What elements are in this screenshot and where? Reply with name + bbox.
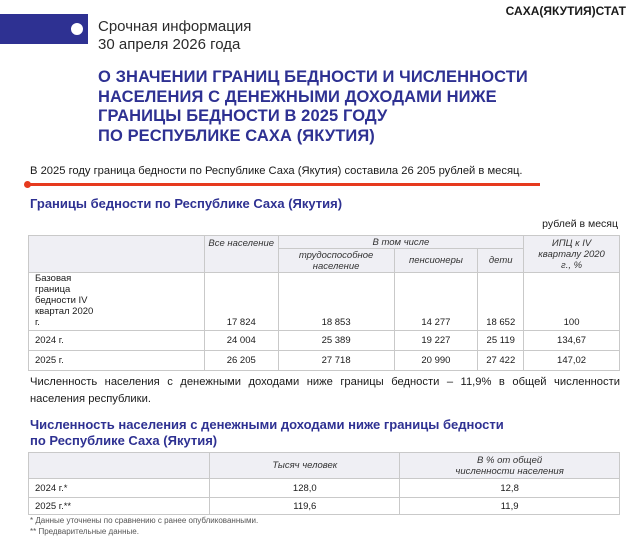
lead-text: В 2025 году граница бедности по Республике Саха (Якутия) составила 26 205 рублей в месяц.: [30, 165, 523, 177]
poverty-share-paragraph: Численность населения с денежными доходами ниже границы бедности – 11,9% в общей численности населения республики.: [30, 376, 620, 405]
table2-title: [30, 417, 504, 449]
cell-children: 25 119: [478, 331, 524, 351]
cell-pensioners: 14 277: [394, 273, 478, 331]
header-children: дети: [478, 249, 524, 273]
cell-cpi: 147,02: [524, 351, 620, 371]
footnotes: [30, 515, 258, 537]
poverty-lines-table: [28, 235, 620, 371]
row-label: 2025 г.**: [29, 498, 210, 515]
table2-title-line: по Республике Саха (Якутия): [30, 433, 218, 448]
header-all: Все население: [204, 236, 278, 273]
cell-all: 26 205: [204, 351, 278, 371]
flash-header: [98, 18, 251, 54]
footnote: ** Предварительные данные.: [30, 527, 139, 536]
page-title: [98, 68, 598, 146]
header-thousands: Тысяч человек: [210, 453, 400, 479]
table-row: [29, 498, 620, 515]
cell-working: 25 389: [278, 331, 394, 351]
flash-title: Срочная информация: [98, 18, 252, 35]
header-empty: [29, 236, 205, 273]
cell-pensioners: 19 227: [394, 331, 478, 351]
table-row: [29, 331, 620, 351]
table-row: [29, 273, 620, 331]
cell-percent: 11,9: [400, 498, 620, 515]
cell-children: 18 652: [478, 273, 524, 331]
table-row: [29, 351, 620, 371]
cell-thousands: 119,6: [210, 498, 400, 515]
cell-percent: 12,8: [400, 479, 620, 498]
footnote: * Данные уточнены по сравнению с ранее опубликованными.: [30, 516, 259, 525]
header-percent: В % от общей численности населения: [400, 453, 620, 479]
header-cpi: ИПЦ к IV кварталу 2020 г., %: [524, 236, 620, 273]
header-including: В том числе: [278, 236, 523, 249]
cell-pensioners: 20 990: [394, 351, 478, 371]
cell-thousands: 128,0: [210, 479, 400, 498]
title-line: ГРАНИЦЫ БЕДНОСТИ В 2025 ГОДУ: [98, 107, 388, 125]
table-row: [29, 479, 620, 498]
cell-working: 27 718: [278, 351, 394, 371]
table1-title: Границы бедности по Республике Саха (Якутия): [30, 196, 343, 211]
logo-circle-icon: [66, 18, 88, 40]
header-empty: [29, 453, 210, 479]
cell-cpi: 100: [524, 273, 620, 331]
title-line: НАСЕЛЕНИЯ С ДЕНЕЖНЫМИ ДОХОДАМИ НИЖЕ: [98, 87, 497, 106]
row-label: 2024 г.: [29, 331, 205, 351]
header-working: трудоспособное население: [278, 249, 394, 273]
cell-children: 27 422: [478, 351, 524, 371]
highlight-underline: [26, 183, 540, 186]
table2-title-line: Численность населения с денежными доходами ниже границы бедности: [30, 417, 504, 432]
cell-cpi: 134,67: [524, 331, 620, 351]
cell-working: 18 853: [278, 273, 394, 331]
cell-all: 24 004: [204, 331, 278, 351]
row-label: Базовая граница бедности IV квартал 2020 г.: [29, 273, 205, 331]
poverty-population-table: [28, 452, 620, 515]
brand-name: САХА(ЯКУТИЯ)СТАТ: [505, 4, 626, 18]
table1-units: рублей в месяц: [542, 218, 618, 230]
title-line: ПО РЕСПУБЛИКЕ САХА (ЯКУТИЯ): [98, 126, 375, 145]
row-label: 2024 г.*: [29, 479, 210, 498]
release-date: 30 апреля 2026 года: [98, 36, 241, 53]
cell-all: 17 824: [204, 273, 278, 331]
row-label: 2025 г.: [29, 351, 205, 371]
header-pensioners: пенсионеры: [394, 249, 478, 273]
title-line: О ЗНАЧЕНИИ ГРАНИЦ БЕДНОСТИ И ЧИСЛЕННОСТИ: [98, 68, 528, 86]
